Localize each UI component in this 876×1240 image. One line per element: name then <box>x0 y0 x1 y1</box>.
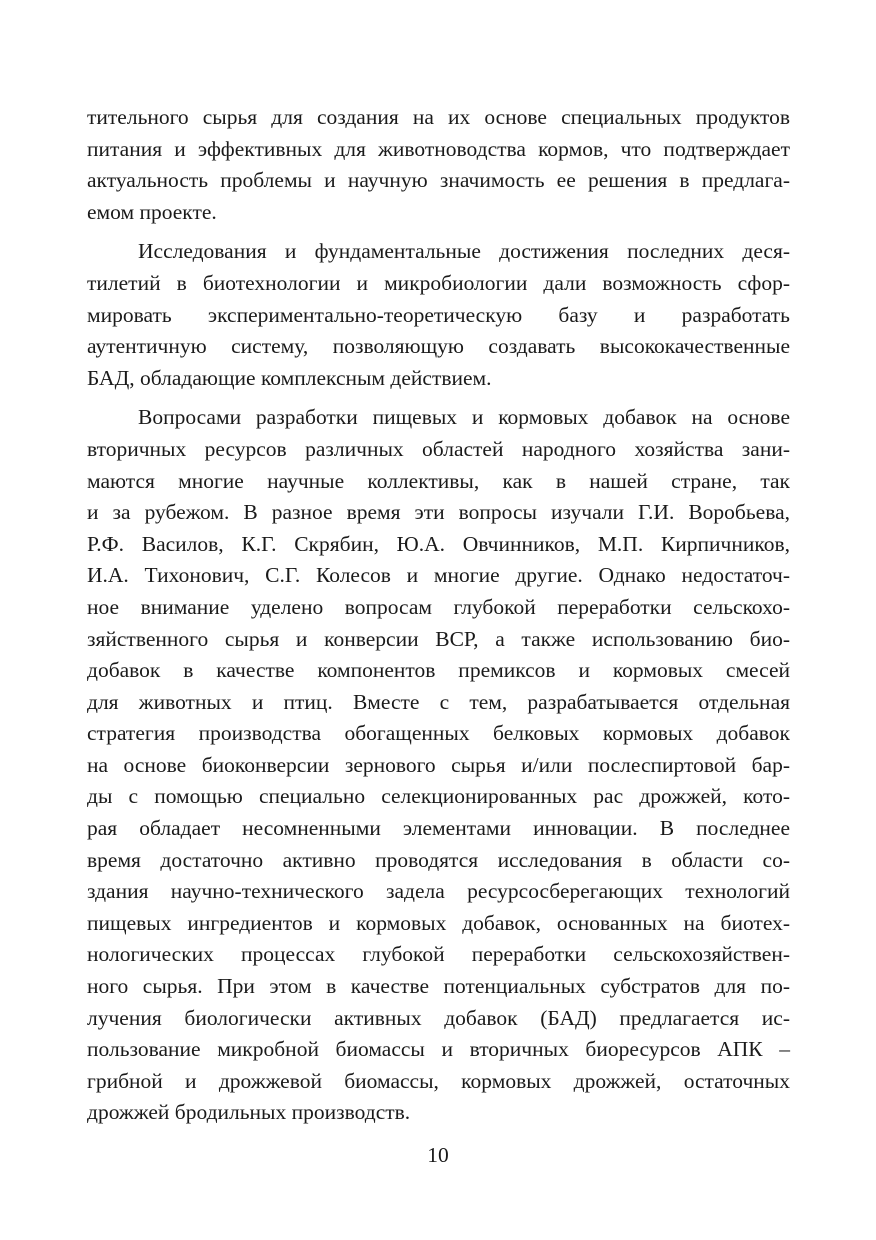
text-line: на основе биоконверсии зернового сырья и/или послеспиртовой бар- <box>87 752 790 777</box>
page-number: 10 <box>427 1143 449 1167</box>
text-line: зяйственного сырья и конверсии ВСР, а также использованию био- <box>87 626 790 651</box>
text-line: емом проекте. <box>87 199 217 224</box>
text-line: и за рубежом. В разное время эти вопросы изучали Г.И. Воробьева, <box>87 500 790 525</box>
text-line: маются многие научные коллективы, как в нашей стране, так <box>87 468 790 493</box>
text-line: И.А. Тихонович, С.Г. Колесов и многие другие. Однако недостаточ- <box>87 563 790 588</box>
text-line: нологических процессах глубокой переработки сельскохозяйствен- <box>87 942 790 967</box>
text-line: лучения биологически активных добавок (БАД) предлагается ис- <box>87 1005 790 1030</box>
text-line: время достаточно активно проводятся исследования в области со- <box>87 847 790 872</box>
text-line: ное внимание уделено вопросам глубокой переработки сельскохо- <box>87 594 790 619</box>
text-line: ды с помощью специально селекционированных рас дрожжей, кото- <box>87 784 790 809</box>
text-line: питания и эффективных для животноводства кормов, что подтверждает <box>87 136 790 161</box>
text-line: дрожжей бродильных производств. <box>87 1100 411 1125</box>
text-line: грибной и дрожжевой биомассы, кормовых дрожжей, остаточных <box>87 1068 790 1093</box>
text-line: вторичных ресурсов различных областей народного хозяйства зани- <box>87 436 790 461</box>
text-line: мировать экспериментально-теоретическую базу и разработать <box>87 302 790 327</box>
text-line: Р.Ф. Василов, К.Г. Скрябин, Ю.А. Овчинников, М.П. Кирпичников, <box>87 531 790 556</box>
text-line: тительного сырья для создания на их основе специальных продуктов <box>87 105 790 129</box>
text-line: актуальность проблемы и научную значимость ее решения в предлага- <box>87 168 790 193</box>
paragraph-continuation <box>87 102 790 228</box>
body-text <box>87 102 790 1129</box>
text-line: стратегия производства обогащенных белковых кормовых добавок <box>87 721 790 746</box>
text-line: пользование микробной биомассы и вторичных биоресурсов АПК – <box>87 1037 790 1062</box>
text-line: аутентичную систему, позволяющую создавать высококачественные <box>87 334 790 359</box>
text-line: пищевых ингредиентов и кормовых добавок, основанных на биотех- <box>87 910 790 935</box>
text-line: Исследования и фундаментальные достижения последних деся- <box>138 239 790 264</box>
paragraph-research-achievements <box>87 236 790 394</box>
text-line: ного сырья. При этом в качестве потенциальных субстратов для по- <box>87 974 790 999</box>
text-line: тилетий в биотехнологии и микробиологии дали возможность сфор- <box>87 270 790 295</box>
text-line: рая обладает несомненными элементами инновации. В последнее <box>87 816 790 841</box>
text-line: здания научно-технического задела ресурсосберегающих технологий <box>87 879 790 904</box>
text-line: для животных и птиц. Вместе с тем, разрабатывается отдельная <box>87 689 790 714</box>
text-line: БАД, обладающие комплексным действием. <box>87 365 492 390</box>
text-line: добавок в качестве компонентов премиксов и кормовых смесей <box>87 658 790 683</box>
paragraph-feed-additives <box>87 402 790 1129</box>
text-line: Вопросами разработки пищевых и кормовых добавок на основе <box>138 405 790 430</box>
